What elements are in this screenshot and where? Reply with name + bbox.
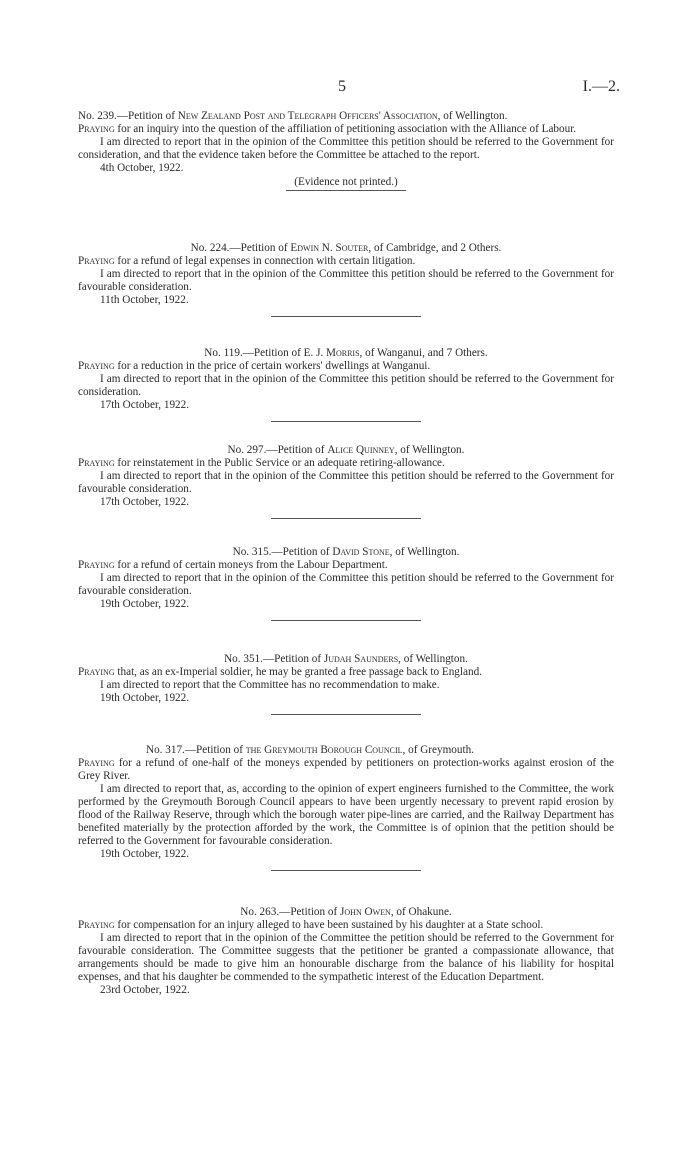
petitioner-place: of Cambridge, and 2 Others. [373,242,502,254]
petition-heading: No. 317.—Petition of the Greymouth Borough Council, of Greymouth. [146,744,474,756]
petitioner-name: Judah Saunders [323,653,399,665]
petition-of-label: —Petition of [266,444,325,456]
petition-number: No. 317. [146,744,185,756]
divider-rule [271,421,421,422]
praying-label: Praying [78,123,115,135]
petition-number: No. 224. [190,242,230,254]
petition-heading: No. 263.—Petition of John Owen, of Ohakune. [240,906,452,918]
divider-rule [271,714,421,715]
petitioner-place: of Wellington. [403,653,468,665]
petition-of-label: —Petition of [242,347,301,359]
report-paragraph: I am directed to report that the Committee has no recommendation to make. [100,679,440,691]
praying-label: Praying [78,360,115,372]
petitioner-name: John Owen [340,906,391,918]
divider-rule [271,870,421,871]
divider-rule [271,620,421,621]
praying-label: Praying [78,919,115,931]
report-paragraph: I am directed to report that in the opinion of the Committee this petition should be referred to the Government for favourable consideration. [78,268,614,293]
praying-text: for a refund of one-half of the moneys expended by petitioners on protection-works against erosion of the Grey River. [78,757,615,782]
praying-text: for a reduction in the price of certain workers' dwellings at Wanganui. [117,360,431,372]
report-date: 17th October, 1922. [100,399,190,411]
petitioner-place: of Greymouth. [408,744,474,756]
petition-of-label: —Petition of [262,653,322,665]
praying-paragraph [78,255,614,268]
petition-number: No. 263. [240,906,280,918]
document-reference: I.—2. [582,78,620,95]
divider-rule [271,518,421,519]
petition-entry [78,653,614,715]
petition-number: No. 297. [227,444,267,456]
praying-paragraph [78,559,614,572]
petition-of-label: —Petition of [184,744,243,756]
petitioner-place: of Wellington. [395,546,460,558]
praying-label: Praying [78,457,115,469]
report-date: 11th October, 1922. [100,294,189,306]
petitioner-name: New Zealand Post and Telegraph Officers' Association [177,110,438,122]
report-date: 19th October, 1922. [100,848,190,860]
praying-text: for a refund of certain moneys from the Labour Department. [117,559,388,571]
praying-paragraph [78,457,614,470]
report-paragraph: I am directed to report that in the opinion of the Committee this petition should be referred to the Government for consideration. [78,373,614,398]
petition-of-label: —Petition of [271,546,330,558]
petitioner-place: of Wellington. [443,110,508,122]
petition-entry [78,546,614,621]
petition-heading: No. 315.—Petition of David Stone, of Wellington. [232,546,460,558]
divider-rule [271,316,421,317]
petition-entry [78,110,614,191]
petition-entry [78,744,614,871]
petitioner-name: David Stone [332,546,390,558]
praying-text: for an inquiry into the question of the affiliation of petitioning association with the Alliance of Labour. [117,123,577,135]
petition-number: No. 119. [204,347,243,359]
petition-number: No. 239. [78,110,117,122]
petition-of-label: —Petition of [279,906,338,918]
report-date: 19th October, 1922. [100,598,190,610]
praying-paragraph [78,360,614,373]
petitioner-place: of Ohakune. [396,906,452,918]
petitioner-name: E. J. Morris [303,347,360,359]
praying-text: for reinstatement in the Public Service or an adequate retiring-allowance. [117,457,445,469]
evidence-note: (Evidence not printed.) [294,176,398,188]
report-date: 19th October, 1922. [100,692,190,704]
petitioner-place: of Wanganui, and 7 Others. [365,347,488,359]
petition-heading: No. 119.—Petition of E. J. Morris, of Wanganui, and 7 Others. [204,347,488,359]
petition-entry [78,242,614,317]
petition-heading: No. 224.—Petition of Edwin N. Souter, of Cambridge, and 2 Others. [190,242,502,254]
petition-number: No. 351. [224,653,263,665]
praying-text: for a refund of legal expenses in connection with certain litigation. [117,255,416,267]
report-paragraph: I am directed to report that in the opinion of the Committee this petition should be referred to the Government for consideration, and that the evidence taken before the Committee be attached to the report. [78,136,614,161]
divider-rule [286,190,406,191]
praying-label: Praying [78,559,115,571]
page-number: 5 [338,78,346,95]
petition-of-label: —Petition of [116,110,175,122]
praying-paragraph [78,666,614,679]
petition-of-label: —Petition of [229,242,288,254]
praying-text: that, as an ex-Imperial soldier, he may be granted a free passage back to England. [117,666,482,678]
petitioner-name: Alice Quinney [327,444,395,456]
petition-heading: No. 239.—Petition of New Zealand Post and Telegraph Officers' Association, of Wellington. [78,110,508,122]
report-date: 17th October, 1922. [100,496,190,508]
page-header [0,78,700,98]
report-paragraph: I am directed to report that in the opinion of the Committee this petition should be referred to the Government for favourable consideration. [78,470,614,495]
petition-number: No. 315. [232,546,272,558]
petition-heading: No. 351.—Petition of Judah Saunders, of Wellington. [224,653,468,665]
praying-label: Praying [78,666,115,678]
praying-text: for compensation for an injury alleged to have been sustained by his daughter at a State school. [117,919,544,931]
petitioner-place: of Wellington. [400,444,465,456]
report-date: 23rd October, 1922. [100,984,190,996]
petition-heading: No. 297.—Petition of Alice Quinney, of Wellington. [227,444,465,456]
praying-label: Praying [78,757,115,769]
petitioner-name: the Greymouth Borough Council [245,744,403,756]
praying-paragraph [78,919,614,932]
report-paragraph: I am directed to report that in the opinion of the Committee this petition should be referred to the Government for favourable consideration. [78,572,614,597]
praying-label: Praying [78,255,115,267]
report-paragraph: I am directed to report that in the opinion of the Committee the petition should be referred to the Government for favourable consideration. The Committee suggests that the petitioner be granted a compassionate allowance, that arrangements should be made to give him an honourable discharge from the balance of his liability for hospital expenses, and that his daughter be commended to the sympathetic interest of the Education Department. [78,932,614,983]
petitioner-name: Edwin N. Souter [290,242,369,254]
report-date: 4th October, 1922. [100,162,184,174]
petition-entry [78,906,614,997]
praying-paragraph [78,757,614,783]
petition-entry [78,347,614,422]
praying-paragraph [78,123,614,136]
petition-entry [78,444,614,519]
report-paragraph: I am directed to report that, as, according to the opinion of expert engineers furnished to the Committee, the work performed by the Greymouth Borough Council appears to have been urgently necessary to prevent rapid erosion by flood of the Railway Reserve, through which the borough water pipe-lines are carried, and the Railway Department has benefited materially by the protection afforded by the work, the Committee is of opinion that the petition should be referred to the Government for favourable consideration. [78,783,614,847]
